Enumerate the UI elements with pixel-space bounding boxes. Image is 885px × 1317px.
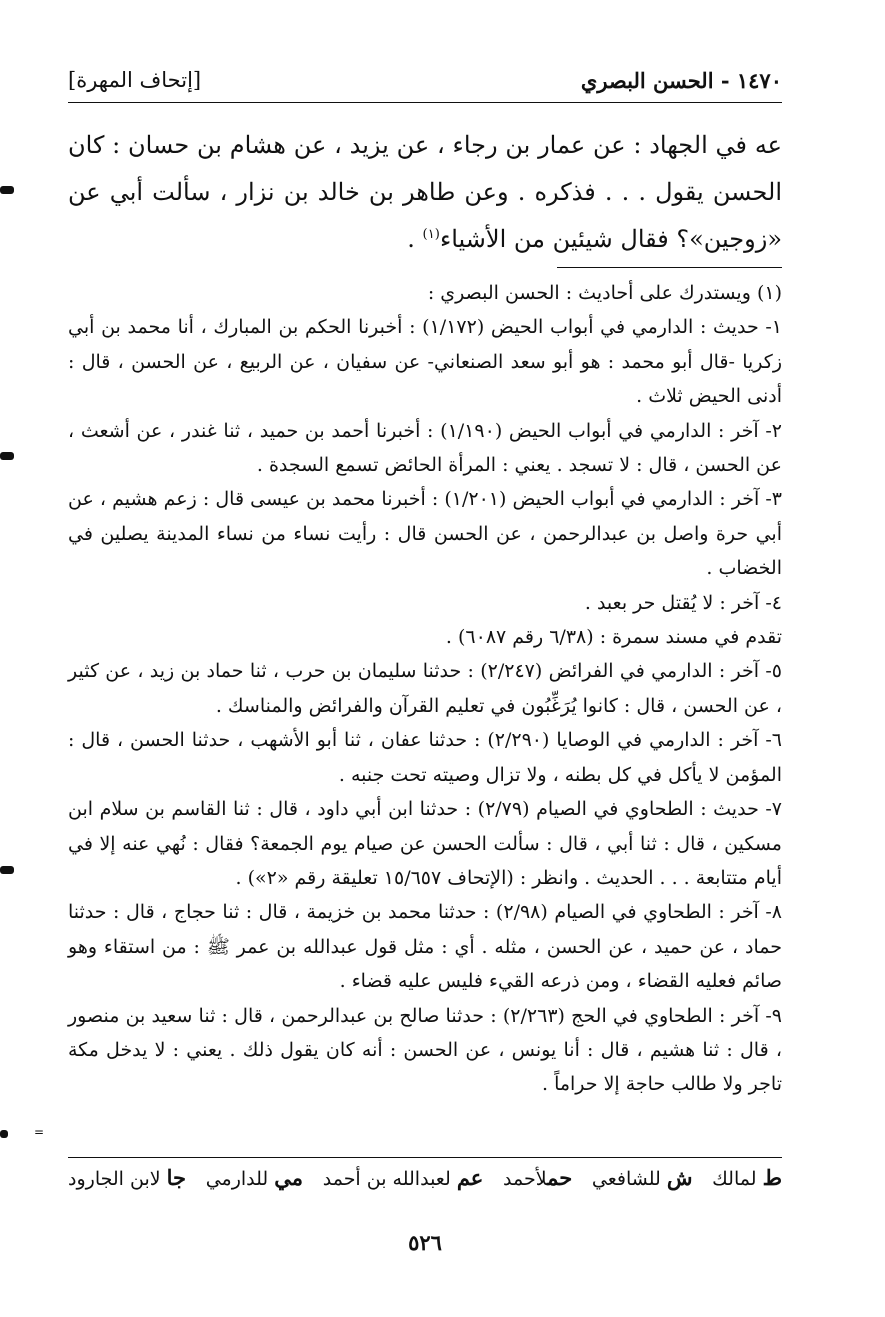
legend-label: لعبدالله بن أحمد (322, 1168, 451, 1190)
footnote-item: ٩- آخر : الطحاوي في الحج (٢/٢٦٣) : حدثنا صالح بن عبدالرحمن ، قال : ثنا سعيد بن منصور ، قال : ثنا هشيم ، قال : أنا يونس ، عن الحسن : أنه كان يقول ذلك . يعني : لا يدخل مكة تاجر ولا طالب حاجة إلا حراماً . (68, 1004, 783, 1096)
legend-label: للدارمي (205, 1168, 269, 1190)
margin-mark (0, 1130, 8, 1138)
main-end: . (407, 225, 423, 253)
footnote-item: تقدم في مسند سمرة : (٦/٣٨ رقم ٦٠٨٧) . (445, 626, 782, 649)
legend-label: لأحمد (503, 1168, 548, 1190)
legend-abbr: جا (166, 1165, 187, 1190)
page-number: ٥٢٦ (408, 1230, 442, 1255)
legend-item (206, 1165, 303, 1190)
margin-note: = (34, 1125, 45, 1139)
margin-mark (0, 452, 14, 460)
main-body: عه في الجهاد : عن عمار بن رجاء ، عن يزيد ، عن هشام بن حسان : كان الحسن يقول . . . فذكره . وعن طاهر بن خالد بن نزار ، سألت أبي عن «زوجين»؟ فقال شيئين من الأشياء (68, 131, 782, 253)
footnote-item: ٥- آخر : الدارمي في الفرائض (٢/٢٤٧) : حدثنا سليمان بن حرب ، ثنا حماد بن زيد ، عن كثير ، عن الحسن ، قال : كانوا يُرَغِّبُون في تعليم القرآن والفرائض والمناسك . (68, 660, 782, 717)
legend-abbr: مي (274, 1165, 304, 1190)
margin-mark (0, 186, 14, 194)
footnote-item: ٨- آخر : الطحاوي في الصيام (٢/٩٨) : حدثنا محمد بن خزيمة ، قال : ثنا حجاج ، قال : حدثنا حماد ، عن حميد ، عن الحسن ، مثله . أي : مثل قول عبدالله بن عمر ﷺ : من استقاء وهو صائم فعليه القضاء ، ومن ذرعه القيء فليس عليه قضاء . (68, 901, 783, 993)
legend-label: لمالك (712, 1168, 757, 1190)
footnote-item: ٧- حديث : الطحاوي في الصيام (٢/٧٩) : حدثنا ابن أبي داود ، قال : ثنا القاسم بن سلام ابن مسكين ، قال : ثنا أبي ، قال : سألت الحسن عن صيام يوم الجمعة؟ فقال : نُهي عنه إلا في أيام متتابعة . . . الحديث . وانظر : (الإتحاف ١٥/٦٥٧ تعليقة رقم «٢») . (68, 798, 782, 889)
footnote-item: ١- حديث : الدارمي في أبواب الحيض (١/١٧٢) : أخبرنا الحكم بن المبارك ، أنا محمد بن أبي زكريا -قال أبو محمد : هو أبو سعد الصنعاني- عن سفيان ، عن الربيع ، عن الحسن ، قال : أدنى الحيض ثلاث . (68, 316, 783, 408)
legend-label: لابن الجارود (68, 1168, 161, 1190)
legend-item (323, 1165, 484, 1190)
legend-abbr: حم (547, 1165, 573, 1190)
legend-item (503, 1165, 572, 1190)
legend-abbr: عم (456, 1165, 484, 1190)
footnotes (68, 276, 782, 1102)
chapter-title: ١٤٧٠ - الحسن البصري (580, 68, 782, 93)
main-text (68, 122, 782, 263)
legend-item (592, 1165, 693, 1190)
running-header (68, 62, 782, 103)
footnote-reference: (١) (422, 227, 440, 242)
legend-abbr: ش (666, 1165, 693, 1190)
footnote-item: ٤- آخر : لا يُقتل حر بعبد . (584, 591, 782, 614)
footnote-item: ٦- آخر : الدارمي في الوصايا (٢/٢٩٠) : حدثنا عفان ، ثنا أبو الأشهب ، حدثنا الحسن ، قال : المؤمن لا يأكل في كل بطنه ، ولا تزال وصيته تحت جنبه . (68, 729, 782, 786)
legend-item (68, 1165, 186, 1190)
footnote-intro: (١) ويستدرك على أحاديث : الحسن البصري : (427, 282, 782, 304)
legend-label: للشافعي (591, 1168, 661, 1190)
legend-rule (68, 1157, 782, 1158)
footnote-item: ٢- آخر : الدارمي في أبواب الحيض (١/١٩٠) : أخبرنا أحمد بن حميد ، ثنا غندر ، عن أشعث ، عن الحسن ، قال : لا تسجد . يعني : المرأة الحائض تسمع السجدة . (68, 419, 783, 477)
abbreviation-legend (68, 1165, 782, 1190)
margin-mark (0, 866, 14, 874)
legend-item (712, 1165, 782, 1190)
book-title: [إتحاف المهرة] (68, 68, 202, 92)
legend-abbr: ط (762, 1165, 782, 1190)
footnote-separator (557, 267, 782, 268)
footnote-item: ٣- آخر : الدارمي في أبواب الحيض (١/٢٠١) : أخبرنا محمد بن عيسى قال : زعم هشيم ، عن أبي حرة واصل بن عبدالرحمن ، عن الحسن قال : رأيت نساء من نساء المدينة يصلين في الخضاب . (68, 488, 783, 580)
